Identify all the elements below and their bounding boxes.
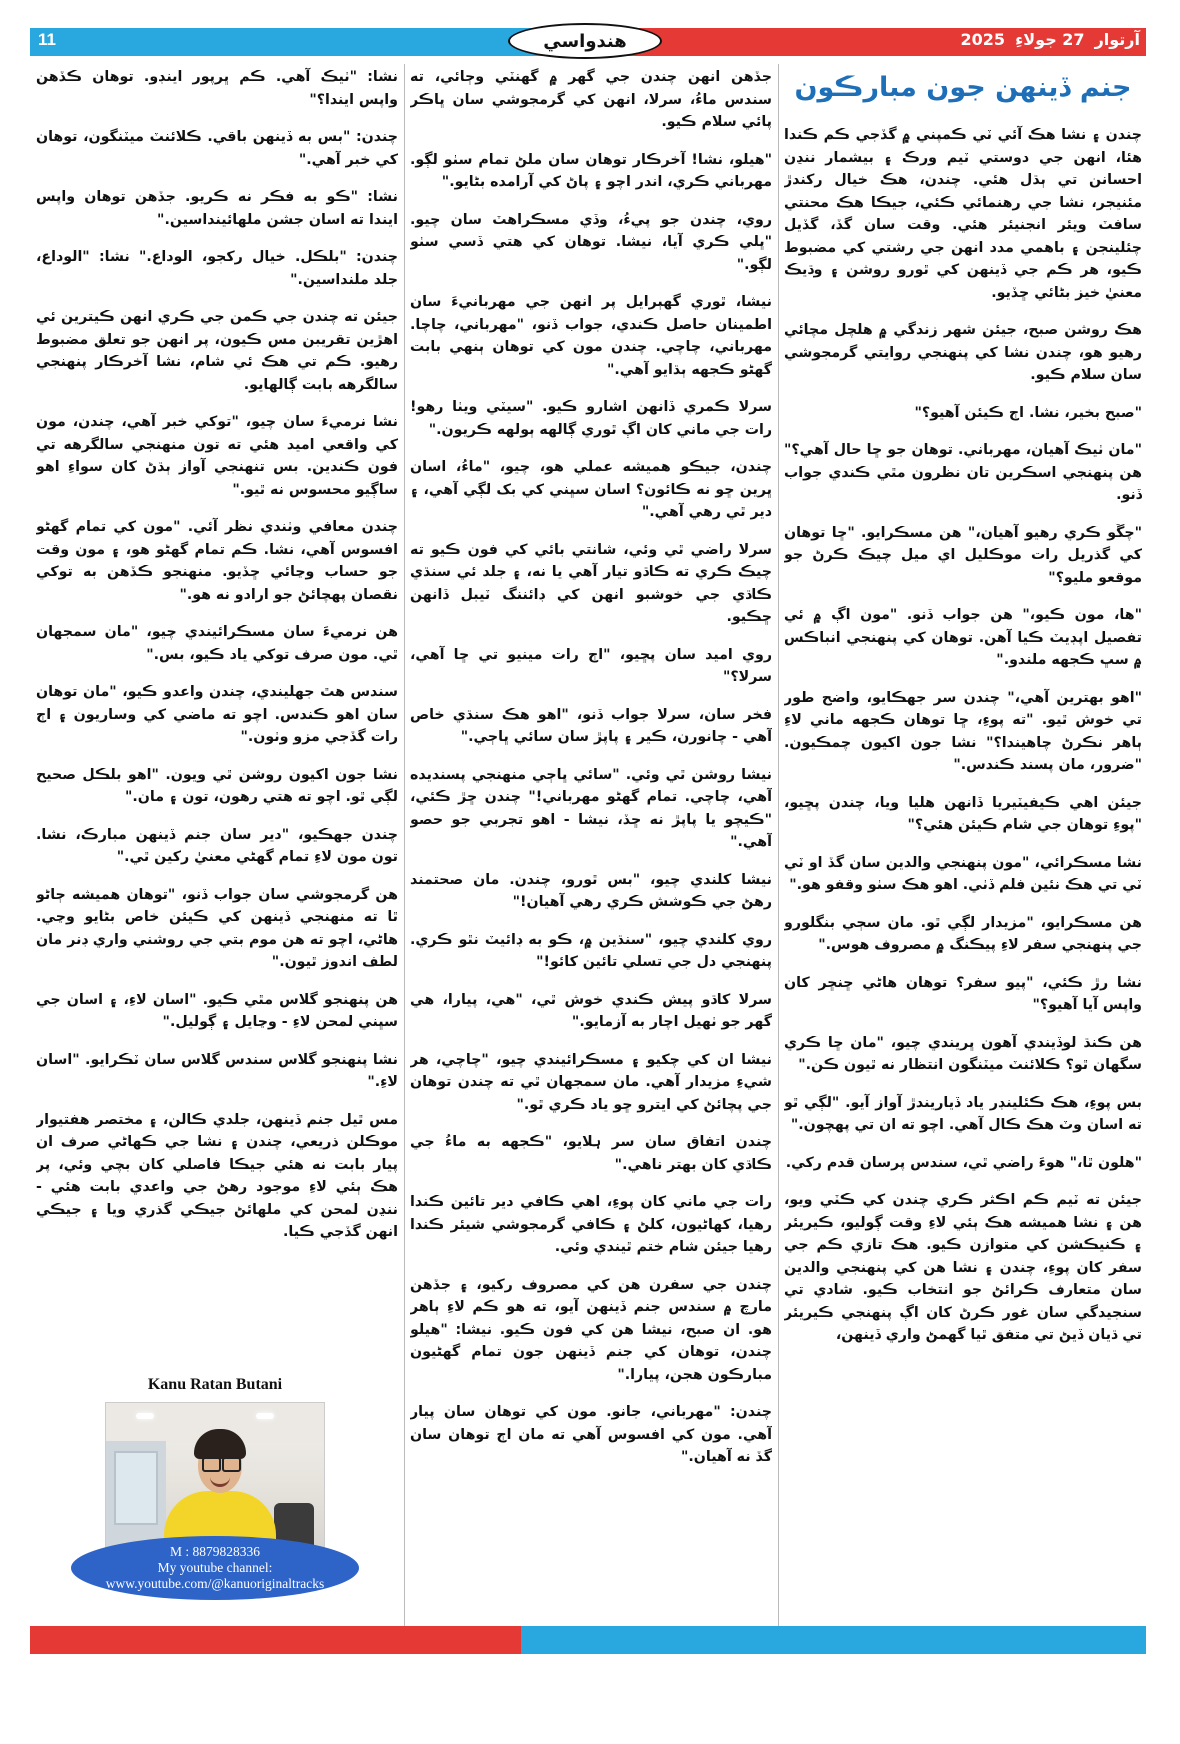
article-paragraph: چندن جي سفرن هن کي مصروف رکيو، ۽ جڏهن مارچ ۾ سندس جنم ڏينهن آيو، ته هو ڪم لاءِ ٻاهر هو. ان صبح، نيشا هن کي فون ڪيو. نيشا: "هيلو چندن، توهان کي جنم ڏينهن جون تمام گهڻيون مبارڪون هجن، پيارا." [410, 1276, 772, 1383]
article-paragraph: "مان ٺيڪ آهيان، مهرباني. توهان جو ڇا حال آهي؟" هن پنهنجي اسڪرين تان نظرون مٿي ڪندي جواب ڏنو. [784, 442, 1142, 503]
article-column-right [784, 66, 1142, 1624]
photo-window [114, 1451, 158, 1525]
article-paragraph: مس ٿيل جنم ڏينهن، جلدي ڪالن، ۽ مختصر هفتيوار موڪلن ذريعي، چندن ۽ نشا جي ڪهاڻي صرف ان پيار بابت نه هئي جيڪا فاصلي کان بچي وئي، پر هڪ ٻئي لاءِ موجود رهڻ جي واعدي بابت هئي - ننڍن لمحن کي ملهائڻ جيڪي گذري ويا ۽ جيڪي انهن گڏجي ڪيا. [36, 1111, 398, 1240]
photo-glasses [222, 1457, 241, 1472]
article-paragraph: چندن: "بس به ڏينهن باقي. ڪلائنٽ ميٽنگون، توهان کي خبر آهي." [36, 129, 398, 168]
paragraphs-left [36, 66, 398, 1244]
article-paragraph: نشا رڙ ڪئي، "پيو سفر؟ توهان هاڻي ڇنڇر کان واپس آيا آهيو؟" [784, 974, 1142, 1013]
masthead-logo: هندواسي [508, 23, 662, 59]
article-paragraph: جيئن اهي ڪيفيٽيريا ڏانهن هليا ويا، چندن پڇيو، "پوءِ توهان جي شام ڪيئن هئي؟" [784, 794, 1142, 833]
article-paragraph: نيشا روشن ٿي وئي. "سائي ڀاڄي منهنجي پسنديده آهي، چاچي. تمام گهڻو مهرباني!" چندن ڇڙ ڪئي، "ڪيچو يا پاپڙ نه ڇڏ، نيشا - اهو تجربي جو حصو آهي." [410, 766, 772, 850]
article-column-left [36, 66, 398, 1366]
header-bar-blue [30, 28, 588, 56]
photo-light [256, 1413, 274, 1419]
author-phone: M : 8879828336 [169, 1544, 260, 1559]
article-paragraph: نشا: "ڪو به فڪر نه ڪريو. جڏهن توهان واپس ايندا ته اسان جشن ملهائينداسين." [36, 189, 398, 228]
article-paragraph: نشا پنهنجو گلاس سندس گلاس سان ٽڪرايو. "اسان لاءِ." [36, 1051, 398, 1090]
paragraphs-middle [410, 66, 772, 1469]
article-paragraph: نيشا کلندي چيو، "بس ٿورو، چندن. مان صحتمند رهڻ جي ڪوشش ڪري رهي آهيان!" [410, 871, 772, 910]
article-paragraph: بس پوءِ، هڪ ڪئلينڊر ياد ڏياريندڙ آواز آيو. "لڳي ٿو ته اسان وٽ هڪ ڪال آهي. اچو ته ان تي پهچون." [784, 1094, 1142, 1133]
article-paragraph: "چڱو ڪري رهيو آهيان،" هن مسڪرايو. "ڇا توهان کي گذريل رات موڪليل اي ميل چيڪ ڪرڻ جو موقعو مليو؟" [784, 524, 1142, 586]
article-paragraph: نشا جون اکيون روشن ٿي ويون. "اهو بلڪل صحيح لڳي ٿو. اچو ته هتي رهون، تون ۽ مان." [36, 766, 398, 805]
author-contact-oval [71, 1536, 359, 1600]
author-name: Kanu Ratan Butani [147, 1376, 283, 1393]
article-paragraph: روي اميد سان پڇيو، "اڄ رات مينيو تي ڇا آهي، سرلا؟" [410, 646, 772, 685]
article-paragraph: چندن: "مهرباني، جانو. مون کي توهان سان پيار آهي. مون کي افسوس آهي ته مان اڄ توهان سان گڏ نه آهيان." [410, 1404, 772, 1465]
article-title: جنم ڏينهن جون مبارڪون [794, 72, 1132, 103]
article-paragraph: جيئن ته چندن جي ڪمن جي ڪري انهن ڪيترين ئي اهڙين تقريبن مس ڪيون، پر انهن جو تعلق مضبوط رهيو. ڪم تي هڪ ئي شام، نشا آخرڪار پنهنجي سالگرهه بابت ڳالهايو. [36, 309, 398, 393]
article-paragraph: هن نرميءَ سان مسڪرائيندي چيو، "مان سمجهان ٿي. مون صرف توکي ياد ڪيو، بس." [36, 624, 398, 663]
article-paragraph: "اهو بهترين آهي،" چندن سر جهڪايو، واضح طور تي خوش ٿيو. "ته پوءِ، ڇا توهان ڪجهه ماني لاءِ ٻاهر نڪرڻ چاهيندا؟" نشا جون اکيون چمڪيون. "ضرور، مان پسند ڪندس." [784, 689, 1142, 773]
footer-bar [30, 1626, 1146, 1654]
article-paragraph: "هلون ٿا،" هوءَ راضي ٿي، سندس پرسان قدم رکي. [785, 1154, 1142, 1171]
photo-light [136, 1413, 154, 1419]
article-paragraph: نشا: "ٺيڪ آهي. ڪم ڀرپور اينڊو. توهان ڪڏهن واپس ايندا؟" [36, 69, 398, 108]
author-channel-label: My youtube channel: [157, 1560, 273, 1575]
article-paragraph: جيئن ته ٽيم ڪم اڪثر ڪري چندن کي ڪٽي ويو، هن ۽ نشا هميشه هڪ ٻئي لاءِ وقت ڳوليو، ڪيريئر ۽ ڪنيڪشن کي متوازن ڪيو. هڪ تازي ڪم جي سفر کان پوءِ، چندن ۽ نشا هن کي پنهنجي والدين سان متعارف ڪرائڻ جو انتخاب ڪيو. شادي تي سنجيدگي سان غور ڪرڻ کان اڳ پنهنجي ڪيريئر تي ڌيان ڏيڻ تي متفق ٿيا گهمڻ واري ڏينهن، [784, 1192, 1142, 1343]
article-paragraph: چندن ۽ نشا هڪ آئي ٽي ڪمپني ۾ گڏجي ڪم ڪندا هئا، انهن جي دوستي ٽيم ورڪ ۽ بيشمار ننڍن احسانن تي ٻڌل هئي. چندن، هڪ خيال رکندڙ مئنيجر، نشا جي رهنمائي ڪئي، جيڪا هڪ محنتي سافٽ ويئر انجنيئر هئي. وقت سان گڏ، گڏيل چئلينجن ۽ باهمي مدد انهن جي رشتي کي مضبوط ڪيو، هر ڪم جي ڏينهن کي ٿورو روشن ۽ وڌيڪ معنيٰ خيز بڻائي ڇڏيو. [784, 127, 1142, 301]
footer-bar-red [30, 1626, 521, 1654]
article-paragraph: چندن معافي وٺندي نظر آئي. "مون کي تمام گهڻو افسوس آهي، نشا. ڪم تمام گهڻو هو، ۽ مون وقت جو حساب وڃائي ڇڏيو. منهنجو ڪڏهن به توکي نقصان پهچائڻ جو ارادو نه هو." [36, 519, 398, 603]
article-paragraph: نشا نرميءَ سان چيو، "توکي خبر آهي، چندن، مون کي واقعي اميد هئي ته تون منهنجي سالگرهه تي فون ڪندين. بس تنهنجي آواز ٻڌڻ کان سواءِ اهو ساڳيو محسوس نه ٿيو." [36, 414, 398, 498]
article-paragraph: نيشا ان کي چکيو ۽ مسڪرائيندي چيو، "چاچي، هر شيءِ مزيدار آهي. مان سمجهان ٿي ته چندن توهان جي پچائڻ کي ايترو ڇو ياد ڪري ٿو." [410, 1051, 772, 1113]
page-number: 11 [38, 30, 56, 49]
article-paragraph: "هيلو، نشا! آخرڪار توهان سان ملڻ تمام سٺو لڳو. مهرباني ڪري، اندر اچو ۽ پاڻ کي آرامده بڻايو." [410, 151, 772, 190]
column-divider-right [778, 64, 779, 1626]
author-box [70, 1376, 360, 1606]
dateline-year: 2025 [960, 30, 1006, 49]
author-channel-link[interactable]: www.youtube.com/@kanuoriginaltracks [105, 1576, 325, 1591]
photo-glasses [202, 1457, 221, 1472]
column-divider-left [404, 64, 405, 1626]
dateline-day: آرتوار [1094, 30, 1140, 49]
dateline-date: 27 جولاءِ [1015, 30, 1085, 49]
article-paragraph: چندن، جيڪو هميشه عملي هو، چيو، "ماءُ، اسان ڀرين ڇو نه ڪائون؟ اسان سڀني کي بک لڳي آهي، ۽ دير ٿي رهي آهي." [410, 459, 772, 520]
article-paragraph: چندن اتفاق سان سر ہلايو، "ڪجهه به ماءُ جي ڪاڌي کان بهتر ناهي." [410, 1134, 772, 1173]
article-paragraph: چندن: "بلڪل. خيال رکجو، الوداع." نشا: "الوداع، جلد ملنداسين." [36, 249, 398, 288]
article-paragraph: هن گرمجوشي سان جواب ڏنو، "توهان هميشه ڄاڻو ٿا ته منهنجي ڏينهن کي ڪيئن خاص بڻايو وڃي. هاڻي، اچو ته هن موم بتي جي روشني واري ڊنر مان لطف اندوز ٿيون." [36, 886, 398, 970]
article-paragraph: هن پنهنجو گلاس مٿي ڪيو. "اسان لاءِ، ۽ اسان جي سڀني لمحن لاءِ - وڃايل ۽ ڳوليل." [36, 991, 398, 1030]
article-paragraph: هن ڪنڌ لوڏيندي آهون ڀريندي چيو، "مان ڇا ڪري سگهان ٿو؟ ڪلائنٽ ميٽنگون انتظار نه ٿيون ڪن." [784, 1034, 1142, 1073]
article-paragraph: "صبح بخير، نشا. اڄ ڪيئن آهيو؟" [914, 404, 1142, 421]
article-paragraph: هن مسڪرايو، "مزيدار لڳي ٿو. مان سڄي بنگلورو جي پنهنجي سفر لاءِ پيڪنگ ۾ مصروف هوس." [784, 914, 1142, 953]
article-paragraph: سرلا کاڌو پيش ڪندي خوش ٿي، "هي، پيارا، هي گهر جو ٺهيل اچار به آزمايو." [410, 991, 772, 1030]
article-paragraph: سرلا ڪمري ڏانهن اشارو ڪيو. "سيٽي ويٺا رهو! رات جي ماني کان اڳ ٿوري ڳالهه ٻولهه ڪريون." [410, 399, 772, 438]
article-paragraph: نشا مسڪرائي، "مون پنهنجي والدين سان گڏ او ٽي ٽي تي هڪ نئين فلم ڏٺي. اهو هڪ سٺو وقفو هو." [784, 854, 1142, 893]
author-photo [105, 1402, 325, 1554]
article-paragraph: سرلا راضي ٿي وئي، شانتي بائي کي فون ڪيو ته چيڪ ڪري ته ڪاڌو تيار آهي يا نه، ۽ جلد ئي سنڌي ڪاڌي جي خوشبو انهن کي ڊائننگ ٽيبل ڏانهن ڇڪيو. [410, 541, 772, 625]
article-paragraph: فخر سان، سرلا جواب ڏنو، "اهو هڪ سنڌي خاص آهي - چانورن، ڪير ۽ پاپڙ سان سائي ڀاڄي." [410, 706, 772, 745]
article-paragraph: هڪ روشن صبح، جيئن شهر زندگي ۾ هلچل مچائي رهيو هو، چندن نشا کي پنهنجي روايتي گرمجوشي سان سلام ڪيو. [784, 322, 1142, 383]
article-paragraph: سندس هٿ جهليندي، چندن واعدو ڪيو، "مان توهان سان اهو ڪندس. اچو ته ماضي کي وساريون ۽ اڄ رات گڏجي مزو وٺون." [36, 684, 398, 745]
footer-bar-blue [521, 1626, 1146, 1654]
article-paragraph: روي کلندي چيو، "سنڌين ۾، ڪو به ڊائيٽ نٿو ڪري. پنهنجي دل جي تسلي تائين کائو!" [410, 931, 772, 970]
article-paragraph: چندن جهڪيو، "دير سان جنم ڏينهن مبارڪ، نشا. تون مون لاءِ تمام گهڻي معنيٰ رکين ٿي." [36, 826, 398, 865]
dateline [961, 30, 1140, 49]
article-paragraph: رات جي ماني کان پوءِ، اهي ڪافي دير تائين ڪندا رهيا، کهاڻيون، کلڻ ۽ ڪافي گرمجوشي شيئر ڪندا رهيا جيئن شام ختم ٿيندي وئي. [410, 1194, 772, 1255]
article-paragraph: نيشا، ٿوري گهٻرايل پر انهن جي مهربانيءَ سان اطمينان حاصل ڪندي، جواب ڏنو، "مهرباني، چاچا. مهرباني، چاچي. چندن مون کي توهان ٻنهي بابت گهڻو ڪجهه ٻڌايو آهي." [410, 294, 772, 378]
article-column-middle [410, 66, 772, 1624]
paragraphs-right [784, 124, 1142, 1347]
article-paragraph: "ها، مون ڪيو،" هن جواب ڏنو. "مون اڳ ۾ ئي تفصيل اپڊيٽ ڪيا آهن. توهان کي پنهنجي انباڪس ۾ سڀ ڪجهه ملندو." [784, 607, 1142, 668]
article-paragraph: جڏهن انهن چندن جي گهر ۾ گهنٽي وڄائي، ته سندس ماءُ، سرلا، انهن کي گرمجوشي سان ڀاڪر پائي سلام ڪيو. [410, 69, 772, 130]
article-paragraph: روي، چندن جو پيءُ، وڏي مسڪراهٽ سان چيو. "ڀلي ڪري آيا، نيشا. توهان کي هتي ڏسي سٺو لڳو." [410, 211, 772, 273]
